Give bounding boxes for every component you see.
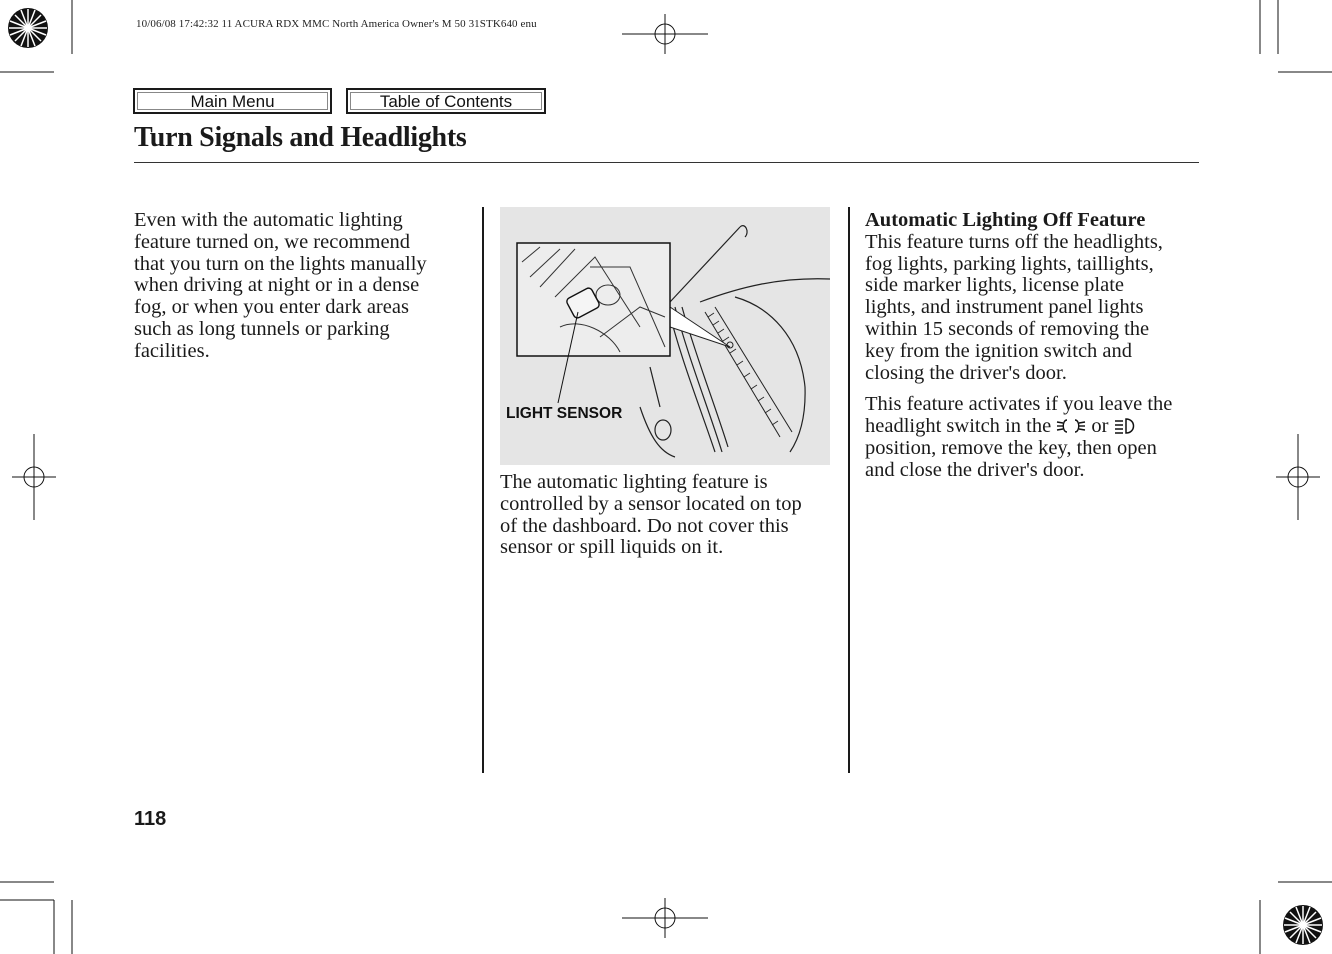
column-3 [865, 210, 1205, 482]
text-line: fog, or when you enter dark areas [134, 296, 409, 319]
text-line: This feature turns off the headlights, [865, 230, 1163, 253]
text-line: closing the driver's door. [865, 361, 1067, 384]
text-line: The automatic lighting feature is [500, 471, 768, 493]
text-line: lights, and instrument panel lights [865, 296, 1144, 319]
text-line: sensor or spill liquids on it. [500, 536, 724, 559]
light-sensor-label: LIGHT SENSOR [506, 405, 623, 422]
text-line: key from the ignition switch and [865, 339, 1133, 362]
column-2-paragraph [500, 472, 840, 559]
column-3-paragraph-2 [865, 394, 1205, 481]
text-line: position, remove the key, then open [865, 436, 1157, 459]
section-heading: Automatic Lighting Off Feature [865, 209, 1146, 231]
headlights-icon [1114, 417, 1140, 435]
text-line: of the dashboard. Do not cover this [500, 514, 789, 537]
title-divider [134, 162, 1199, 163]
light-sensor-figure [500, 207, 830, 465]
text-line: controlled by a sensor located on top [500, 492, 802, 515]
registration-starburst-icon [8, 8, 48, 48]
column-1-paragraph [134, 210, 474, 363]
main-menu-button[interactable]: Main Menu [133, 88, 332, 114]
text-line: and close the driver's door. [865, 458, 1085, 481]
page-number: 118 [134, 808, 167, 830]
column-3-paragraph-1 [865, 232, 1205, 385]
text-line: within 15 seconds of removing the [865, 317, 1150, 340]
column-divider [848, 207, 850, 773]
text-line: Even with the automatic lighting [134, 209, 403, 231]
text-line: fog lights, parking lights, taillights, [865, 252, 1154, 275]
page-title: Turn Signals and Headlights [134, 122, 467, 153]
table-of-contents-button[interactable]: Table of Contents [346, 88, 546, 114]
text-line: that you turn on the lights manually [134, 252, 427, 275]
text-line: when driving at night or in a dense [134, 274, 420, 297]
dashboard-illustration [500, 207, 830, 465]
text-line: such as long tunnels or parking [134, 317, 390, 340]
column-divider [482, 207, 484, 773]
text-line: feature turned on, we recommend [134, 230, 411, 253]
print-info: 10/06/08 17:42:32 11 ACURA RDX MMC North America Owner's M 50 31STK640 enu [136, 18, 537, 30]
text-line: side marker lights, license plate [865, 274, 1125, 297]
text-line: headlight switch in the or [865, 416, 1205, 438]
parking-lights-icon [1056, 417, 1086, 435]
registration-starburst-icon [1283, 905, 1323, 945]
text-line: facilities. [134, 339, 210, 362]
text-line: This feature activates if you leave the [865, 393, 1173, 416]
